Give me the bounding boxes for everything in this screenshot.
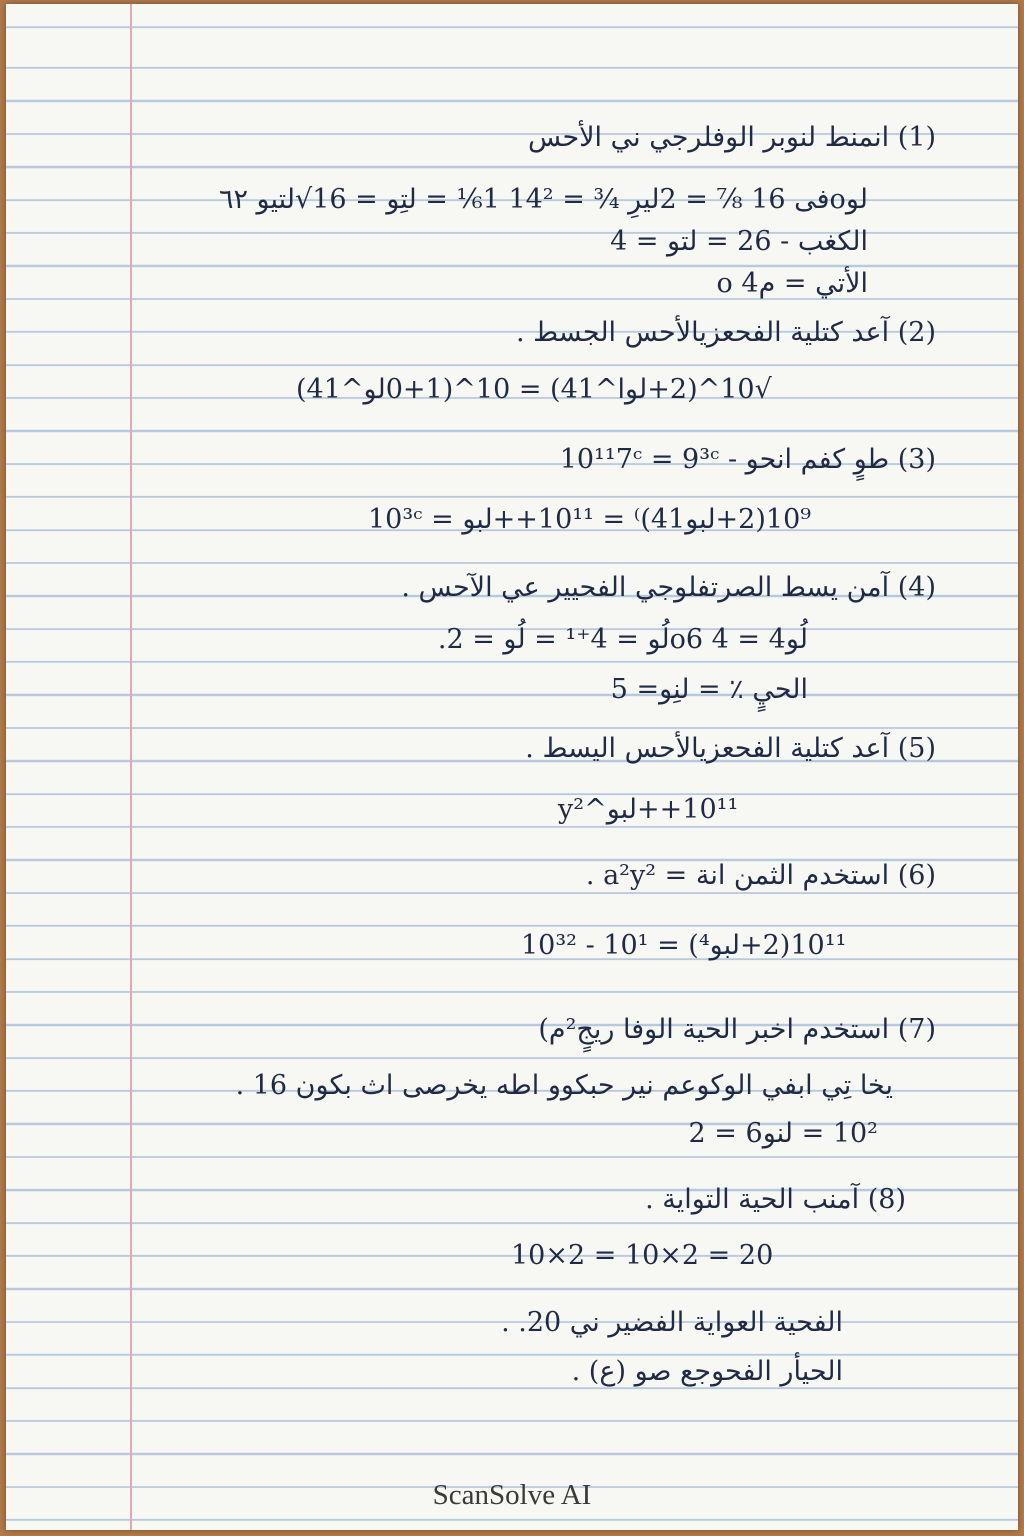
step-1-line-3: الأتي = مo 4: [716, 268, 868, 299]
step-5-line-1: 10¹¹++لبو^y²: [558, 794, 739, 825]
step-1-heading: (1) انمنط لنوبر الوفلرجي ني الأحس: [528, 122, 936, 153]
step-4-line-2: الحيٍ ٪ = لنِو= 5: [610, 674, 808, 705]
footer-brand: ScanSolve AI: [432, 1479, 592, 1511]
step-4-line-1: لُوo6 4 = 4لُو = 4⁺¹ = لُو = 2.: [437, 624, 808, 655]
notebook-page: [6, 4, 1018, 1530]
step-8-line-1: 10×2 = 10×2 = 20: [511, 1240, 774, 1271]
step-3-line-1: 10⁹(2+لبو41)⁾ = 10¹¹++لبو = 10³ᶜ: [368, 504, 812, 535]
step-5-heading: (5) آعد كتلية الفحعزيالأحس اليسط .: [525, 733, 936, 764]
step-7-line-1: يخا تِي ابفي الوكوعم نير حبكوو اطه يخرصى اث بكون 16 .: [235, 1070, 893, 1101]
step-2-line-1: √10^(2+لوا^41) = 10^(1+0لو^41): [296, 374, 772, 405]
margin-line: [130, 4, 132, 1530]
step-1-line-2: الكغب - 26 = لتو = 4: [610, 226, 868, 257]
step-7-heading: (7) استخدم اخبر الحية الوفا ريجٍ²م): [538, 1014, 936, 1045]
step-7-line-2: 10² = لنو6 = 2: [688, 1118, 878, 1149]
step-4-heading: (4) آمن يسط الصرتفلوجي الفحيير عي الآحس .: [401, 572, 936, 603]
conclusion-line-2: الحيأر الفحوجع صو (ع) .: [571, 1356, 843, 1387]
step-2-heading: (2) آعد كتلية الفحعزيالأحس الجسط .: [516, 317, 936, 348]
step-8-heading: (8) آمنب الحية التواية .: [645, 1184, 906, 1215]
step-3-heading: (3) طوٍ كفم انحو - 10¹¹7ᶜ = 9³ᶜ: [559, 444, 936, 475]
step-6-line-1: 10¹¹(2+لبو⁴) = 10¹ - 10³²: [521, 930, 847, 961]
step-6-heading: (6) استخدم الثمن انة = a²y² .: [585, 860, 936, 891]
step-1-line-1: لوoفى 16 ⅞ = 2ليرِ ¾ = 14² 1⅙ = لتِو = 16√لتيو ٦٢: [218, 184, 868, 215]
conclusion-line-1: الفحية العواية الفضير ني 20. .: [501, 1307, 843, 1338]
